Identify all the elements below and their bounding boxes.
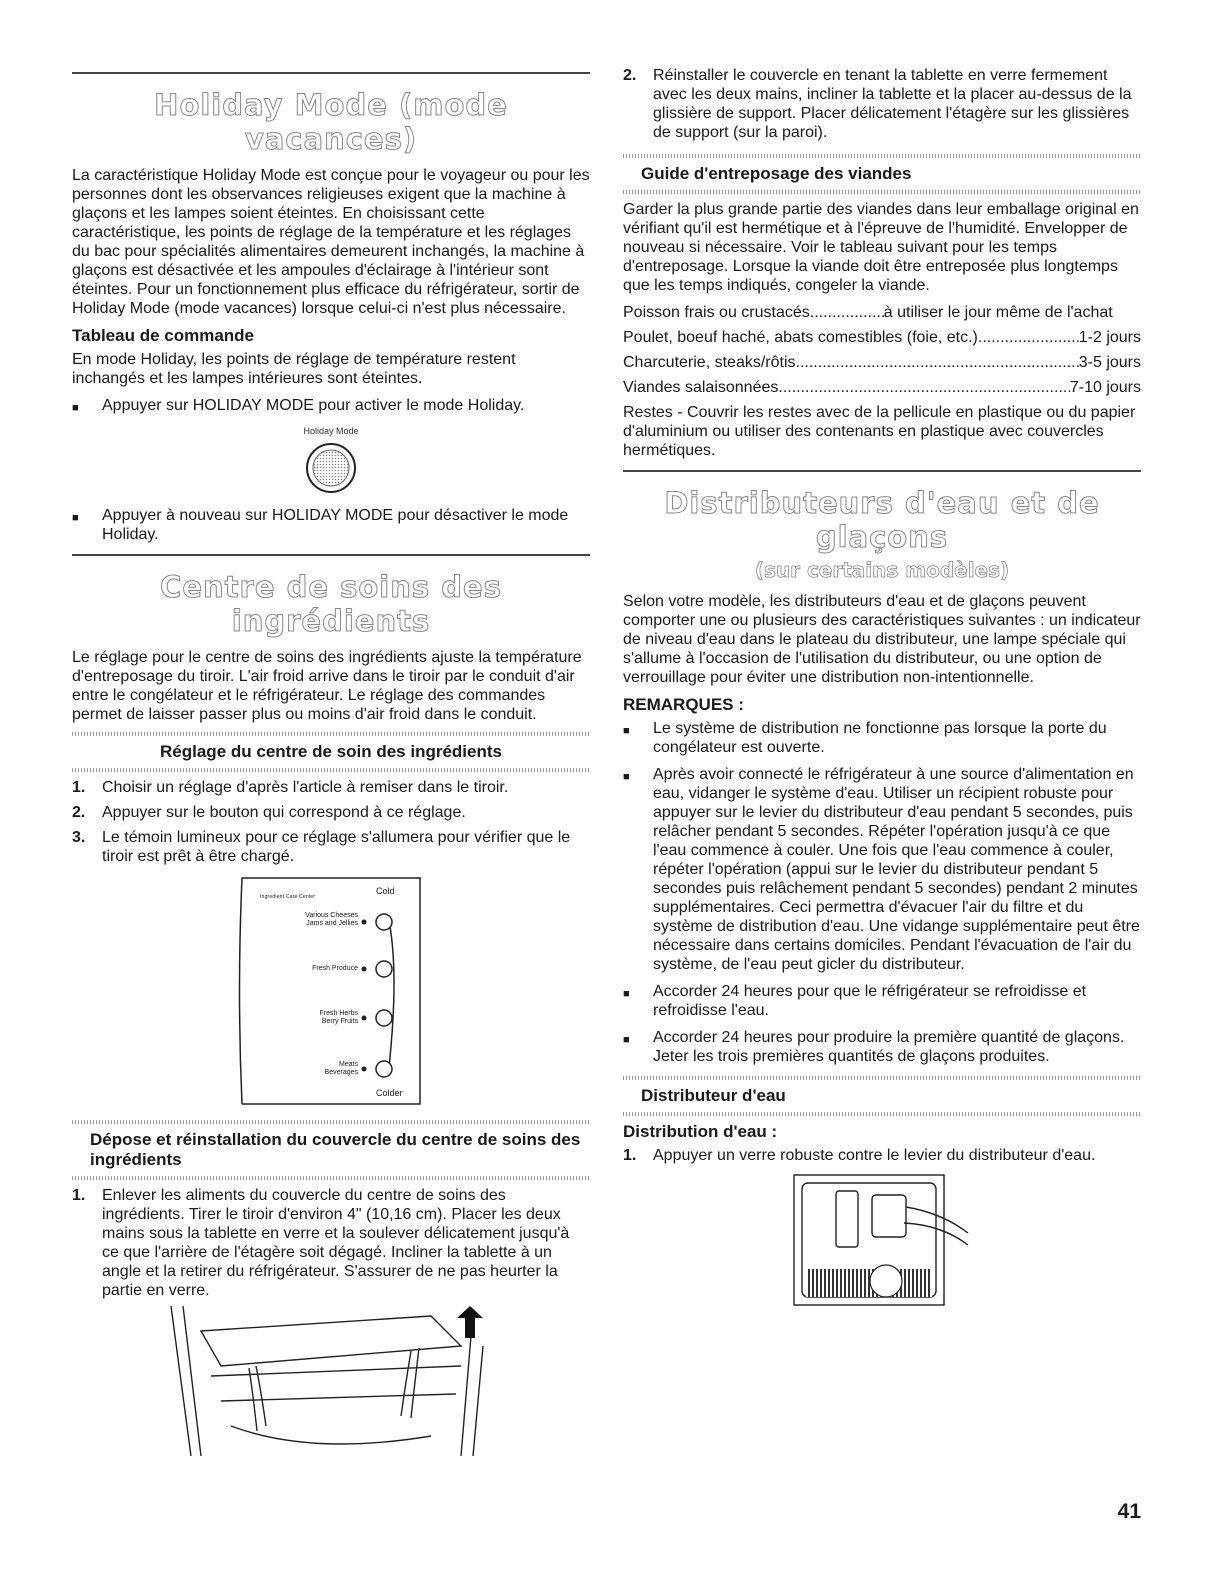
list-item xyxy=(623,765,1141,974)
shelf-removal-icon xyxy=(161,1306,501,1456)
ingredient-care-intro: Le réglage pour le centre de soins des ingrédients ajuste la température d'entreposage du tiroir. L'air froid arrive dans le tiroir par le conduit d'air entre le congélateur et le réfrigérateur. Le réglage des commandes permet de laisser passer plus ou moins d'air froid dans le conduit. xyxy=(72,649,582,723)
step-item: 1. Appuyer un verre robuste contre le levier du distributeur d'eau. xyxy=(623,1147,1096,1164)
dotted-divider xyxy=(72,732,590,736)
step-item: 1. Choisir un réglage d'après l'article à remiser dans le tiroir. xyxy=(72,779,509,796)
divider xyxy=(72,554,590,556)
step-item: 3. Le témoin lumineux pour ce réglage s'allumera pour vérifier que le tiroir est prêt à être chargé. xyxy=(72,828,590,866)
right-column xyxy=(623,60,1141,1308)
list-item-text: Accorder 24 heures pour que le réfrigérateur se refroidisse et refroidisse l'eau. xyxy=(653,983,1087,1019)
setting-label: Various Cheeses Jams and Jellies xyxy=(305,912,358,927)
water-dispenser-heading: Distributeur d'eau xyxy=(641,1086,786,1105)
page-number: 41 xyxy=(1117,1500,1141,1523)
bullet-icon: ■ xyxy=(623,1034,630,1046)
list-item xyxy=(623,982,1141,1020)
step-item: 2. Réinstaller le couvercle en tenant la tablette en verre fermement avec les deux mains, incliner la tablette et la placer au-dessus de la glissière de support. Placer délicatement l'étagère sur les glissières de support (sur la paroi). xyxy=(623,66,1141,142)
setting-label: Fresh Produce xyxy=(312,965,358,972)
list-item-text: Le système de distribution ne fonctionne pas lorsque la porte du congélateur est ouverte. xyxy=(653,720,1107,756)
table-row: Poisson frais ou crustacés ..... à utiliser le jour même de l'achat xyxy=(623,303,1141,322)
bullet-icon: ■ xyxy=(623,988,630,1000)
list-item xyxy=(623,1028,1141,1066)
dotted-divider xyxy=(623,154,1141,158)
holiday-mode-button-icon xyxy=(271,442,391,498)
dispensers-title: Distributeurs d'eau et de glaçons xyxy=(664,486,1100,554)
dispensers-intro: Selon votre modèle, les distributeurs d'eau et de glaçons peuvent comporter une ou plusieurs des caractéristiques suivantes : un indicateur de niveau d'eau dans le plateau du distributeur, une lampe spéciale qui s'allume à l'occasion de l'utilisation du distributeur, ou une option de verrouillage pour éviter une distribution non-intentionnelle. xyxy=(623,593,1141,686)
water-dispenser-illustration xyxy=(792,1173,972,1308)
colder-label: Colder xyxy=(376,1088,403,1098)
dotted-divider xyxy=(72,1176,590,1180)
cold-label: Cold xyxy=(376,886,395,896)
dotted-divider xyxy=(72,1120,590,1124)
list-item xyxy=(72,396,590,418)
list-item xyxy=(623,719,1141,757)
dotted-divider xyxy=(623,1112,1141,1116)
remarks-heading: REMARQUES : xyxy=(623,695,744,714)
step-text: Appuyer sur le bouton qui correspond à ce réglage. xyxy=(102,804,466,821)
holiday-mode-caption: Holiday Mode xyxy=(303,426,359,436)
shelf-removal-illustration xyxy=(161,1306,501,1456)
bullet-icon: ■ xyxy=(623,771,630,783)
panel-header: Ingredient Care Center xyxy=(260,894,316,900)
divider xyxy=(623,470,1141,472)
meat-guide-heading: Guide d'entreposage des viandes xyxy=(641,164,912,183)
bullet-icon: ■ xyxy=(72,402,79,414)
list-item-text: Appuyer sur HOLIDAY MODE pour activer le mode Holiday. xyxy=(102,397,525,414)
removal-heading: Dépose et réinstallation du couvercle du centre de soins des ingrédients xyxy=(90,1130,581,1169)
setting-label: Fresh Herbs Berry Fruits xyxy=(319,1010,358,1025)
setting-label: Meats Beverages xyxy=(324,1061,358,1076)
step-text: Choisir un réglage d'après l'article à remiser dans le tiroir. xyxy=(102,779,509,796)
ingredient-care-title: Centre de soins des ingrédients xyxy=(160,570,502,638)
table-row: Charcuterie, steaks/rôtis ..... 3-5 jours xyxy=(623,353,1141,372)
left-column xyxy=(72,60,590,1456)
ingredient-setting-heading: Réglage du centre de soin des ingrédients xyxy=(160,742,502,761)
table-row: Viandes salaisonnées ..... 7-10 jours xyxy=(623,378,1141,397)
leftovers-text: Restes - Couvrir les restes avec de la pellicule en plastique ou du papier d'aluminium ou utiliser des contenants en plastique avec couvercles hermétiques. xyxy=(623,404,1136,459)
step-item: 2. Appuyer sur le bouton qui correspond à ce réglage. xyxy=(72,804,466,821)
step-text: Réinstaller le couvercle en tenant la tablette en verre fermement avec les deux mains, incliner la tablette et la placer au-dessus de la glissière de support. Placer délicatement l'étagère sur les glissières de support (sur la paroi). xyxy=(653,67,1132,141)
divider xyxy=(72,72,590,74)
bullet-icon: ■ xyxy=(72,512,79,524)
list-item-text: Appuyer à nouveau sur HOLIDAY MODE pour désactiver le mode Holiday. xyxy=(102,507,569,543)
list-item-text: Accorder 24 heures pour produire la première quantité de glaçons. Jeter les trois premières quantités de glaçons produites. xyxy=(653,1029,1125,1065)
holiday-mode-button-figure xyxy=(271,426,391,506)
dotted-divider xyxy=(623,190,1141,194)
step-text: Appuyer un verre robuste contre le levier du distributeur d'eau. xyxy=(653,1147,1096,1164)
control-panel-text: En mode Holiday, les points de réglage de température restent inchangés et les lampes intérieures sont éteintes. xyxy=(72,351,516,387)
list-item xyxy=(72,506,590,544)
step-text: Le témoin lumineux pour ce réglage s'allumera pour vérifier que le tiroir est prêt à être chargé. xyxy=(102,829,571,865)
list-item-text: Après avoir connecté le réfrigérateur à une source d'alimentation en eau, vidanger le système d'eau. Utiliser un récipient robuste pour appuyer sur le levier du distributeur d'eau pendant 5 secondes, puis relâcher pendant 5 secondes. Répéter l'opération jusqu'à ce que l'eau commence à couler. Une fois que l'eau commence à couler, répéter l'opération (appui sur le levier du distributeur pendant 5 secondes puis relâchement pendant 5 secondes) pendant 2 minutes supplémentaires. Ceci permettra d'évacuer l'air du filtre et du système de distribution d'eau. Une vidange supplémentaire peut être nécessaire dans certains domiciles. Pendant l'évacuation de l'air du système, de l'eau peut gicler du distributeur. xyxy=(653,766,1140,973)
bullet-icon: ■ xyxy=(623,725,630,737)
step-text: Enlever les aliments du couvercle du centre de soins des ingrédients. Tirer le tiroir d'environ 4" (10,16 cm). Placer les deux mains sous la tablette en verre et la soulever délicatement jusqu'à ce que l'arrière de l'étagère soit dégagé. Incliner la tablette à un angle et la retirer du réfrigérateur. S'assurer de ne pas heurter la partie en verre. xyxy=(102,1187,570,1299)
dotted-divider xyxy=(623,1076,1141,1080)
ingredient-care-panel-figure xyxy=(236,876,426,1106)
dispensers-subtitle: (sur certains modèles) xyxy=(754,558,1010,582)
control-panel-heading: Tableau de commande xyxy=(72,326,255,345)
meat-guide-intro: Garder la plus grande partie des viandes dans leur emballage original en vérifiant qu'il est hermétique et à l'épreuve de l'humidité. Envelopper de nouveau si nécessaire. Voir le tableau suivant pour les temps d'entreposage. Lorsque la viande doit être entreposée plus longtemps que les temps indiqués, congeler la viande. xyxy=(623,201,1139,294)
table-row: Poulet, boeuf haché, abats comestibles (foie, etc.) ..... 1-2 jours xyxy=(623,328,1141,347)
water-dispensing-subheading: Distribution d'eau : xyxy=(623,1122,778,1141)
holiday-mode-title: Holiday Mode (mode vacances) xyxy=(154,88,508,156)
dotted-divider xyxy=(72,768,590,772)
holiday-intro: La caractéristique Holiday Mode est conçue pour le voyageur ou pour les personnes dont les observances religieuses exigent que la machine à glaçons et les lampes soient éteintes. En choisissant cette caractéristique, les points de réglage de la température et les réglages du bac pour spécialités alimentaires demeurent inchangés, la machine à glaçons est désactivée et les ampoules d'éclairage à l'intérieur sont éteintes. Pour un fonctionnement plus efficace du réfrigérateur, sortir de Holiday Mode (mode vacances) lorsque celui-ci n'est plus nécessaire. xyxy=(72,167,590,317)
water-dispenser-icon xyxy=(792,1173,972,1308)
step-item: 1. Enlever les aliments du couvercle du centre de soins des ingrédients. Tirer le tiroir d'environ 4" (10,16 cm). Placer les deux mains sous la tablette en verre et la soulever délicatement jusqu'à ce que l'arrière de l'étagère soit dégagé. Incliner la tablette à un angle et la retirer du réfrigérateur. S'assurer de ne pas heurter la partie en verre. xyxy=(72,1186,590,1300)
